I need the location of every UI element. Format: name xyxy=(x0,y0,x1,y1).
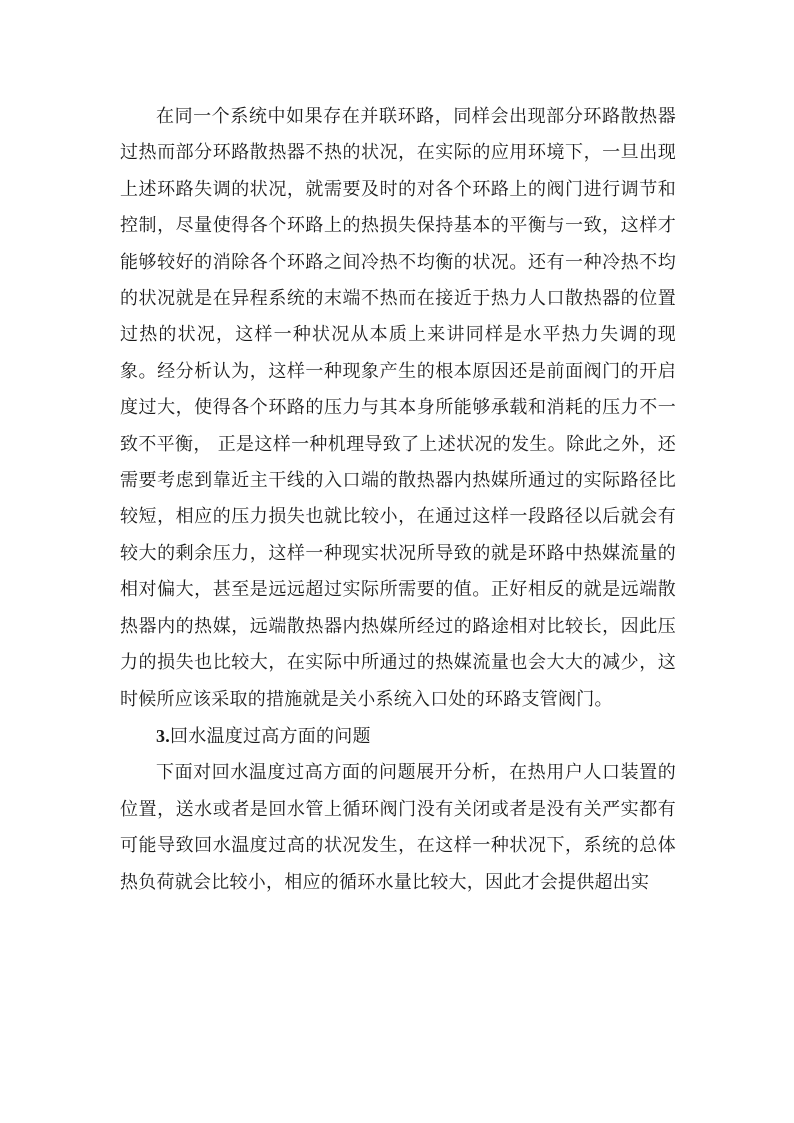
section-heading-text: 回水温度过高方面的问题 xyxy=(170,725,371,747)
body-paragraph: 下面对回水温度过高方面的问题展开分析，在热用户人口装置的位置，送水或者是回水管上循环阀门没有关闭或者是没有关严实都有可能导致回水温度过高的状况发生，在这样一种状况下，系统的总体热负荷就会比较小，相应的循环水量比较大，因此才会提供超出实 xyxy=(120,762,676,893)
section-heading-number: 3. xyxy=(156,725,170,746)
document-body xyxy=(120,99,676,901)
body-paragraph: 在同一个系统中如果存在并联环路，同样会出现部分环路散热器过热而部分环路散热器不热的状况，在实际的应用环境下，一旦出现上述环路失调的状况，就需要及时的对各个环路上的阀门进行调节和控制，尽量使得各个环路上的热损失保持基本的平衡与一致，这样才能够较好的消除各个环路之间冷热不均衡的状况。还有一种冷热不均的状况就是在异程系统的末端不热而在接近于热力人口散热器的位置过热的状况，这样一种状况从本质上来讲同样是水平热力失调的现象。经分析认为，这样一种现象产生的根本原因还是前面阀门的开启度过大，使得各个环路的压力与其本身所能够承载和消耗的压力不一致不平衡， 正是这样一种机理导致了上述状况的发生。除此之外，还需要考虑到靠近主干线的入口端的散热器内热媒所通过的实际路径比较短，相应的压力损失也就比较小，在通过这样一段路径以后就会有较大的剩余压力，这样一种现实状况所导致的就是环路中热媒流量的相对偏大，甚至是远远超过实际所需要的值。正好相反的就是远端散热器内的热媒，远端散热器内热媒所经过的路途相对比较长，因此压力的损失也比较大，在实际中所通过的热媒流量也会大大的减少，这时候所应该采取的措施就是关小系统入口处的环路支管阀门。 xyxy=(120,106,676,710)
section-heading xyxy=(120,718,676,755)
